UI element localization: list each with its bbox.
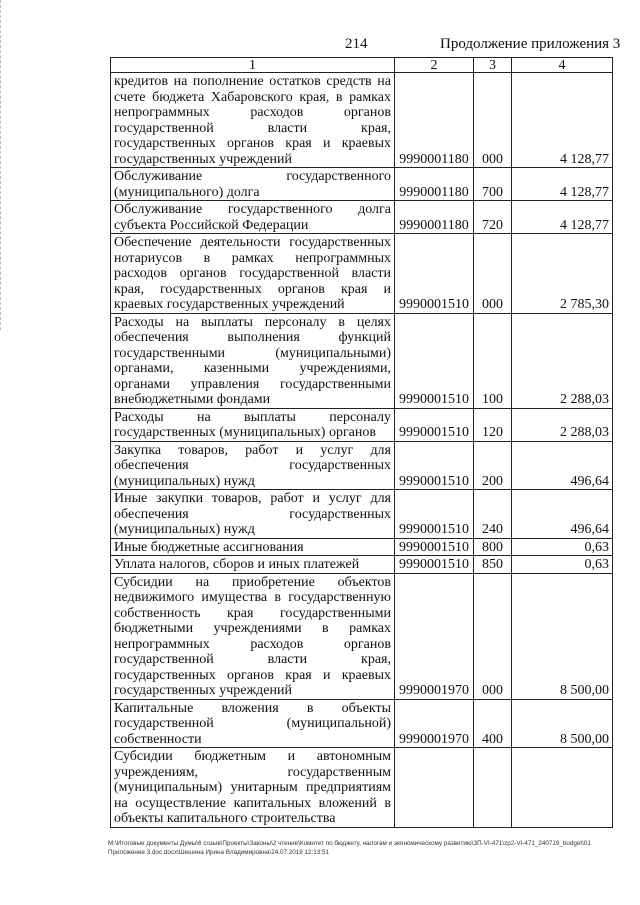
row-expense-type: 720 <box>474 201 512 234</box>
row-expense-type: 800 <box>474 538 512 556</box>
row-target-code: 9990001510 <box>395 441 474 490</box>
row-target-code: 9990001510 <box>395 234 474 314</box>
row-target-code: 9990001510 <box>395 408 474 441</box>
table-row <box>111 556 613 574</box>
row-amount: 0,63 <box>512 538 613 556</box>
row-expense-type: 700 <box>474 168 512 201</box>
row-target-code <box>395 748 474 828</box>
row-description: Закупка товаров, работ и услуг для обеспечения государственных (муниципальных) нужд <box>111 441 395 490</box>
table-row <box>111 699 613 748</box>
row-target-code: 9990001510 <box>395 556 474 574</box>
row-expense-type: 200 <box>474 441 512 490</box>
row-target-code: 9990001970 <box>395 573 474 699</box>
column-header: 4 <box>512 58 613 73</box>
row-amount: 496,64 <box>512 490 613 539</box>
row-target-code: 9990001510 <box>395 313 474 408</box>
row-amount: 8 500,00 <box>512 573 613 699</box>
table-row <box>111 573 613 699</box>
table-row <box>111 313 613 408</box>
table-row <box>111 234 613 314</box>
row-amount: 4 128,77 <box>512 201 613 234</box>
row-description: Уплата налогов, сборов и иных платежей <box>111 556 395 574</box>
row-amount: 2 288,03 <box>512 408 613 441</box>
row-description: Обслуживание государственного долга субъекта Российской Федерации <box>111 201 395 234</box>
row-target-code: 9990001180 <box>395 201 474 234</box>
row-target-code: 9990001970 <box>395 699 474 748</box>
column-header: 3 <box>474 58 512 73</box>
row-description: Субсидии бюджетным и автономным учреждениям, государственным (муниципальным) унитарным предприятиям на осуществление капитальных вложений в объекты капитального строительства <box>111 748 395 828</box>
row-description: Расходы на выплаты персоналу в целях обеспечения выполнения функций государственными (муниципальными) органами, казенными учреждениями, органами управления государственными внебюджетными фондами <box>111 313 395 408</box>
table-row <box>111 201 613 234</box>
row-description: Иные закупки товаров, работ и услуг для обеспечения государственных (муниципальных) нужд <box>111 490 395 539</box>
row-description: Субсидии на приобретение объектов недвижимого имущества в государственную собственность края государственными бюджетными учреждениями в рамках непрограммных расходов органов государственной власти края, государственных органов края и краевых государственных учреждений <box>111 573 395 699</box>
appendix-continuation-label: Продолжение приложения 3 <box>440 36 621 52</box>
margin-mark <box>0 0 2 330</box>
row-expense-type: 850 <box>474 556 512 574</box>
table-row <box>111 538 613 556</box>
row-amount <box>512 748 613 828</box>
row-amount: 2 785,30 <box>512 234 613 314</box>
table-row <box>111 748 613 828</box>
row-target-code: 9990001510 <box>395 490 474 539</box>
table-body <box>111 73 613 828</box>
row-amount: 4 128,77 <box>512 168 613 201</box>
budget-table <box>110 57 613 828</box>
row-expense-type: 400 <box>474 699 512 748</box>
row-amount: 2 288,03 <box>512 313 613 408</box>
row-amount: 496,64 <box>512 441 613 490</box>
page-number: 214 <box>345 36 368 52</box>
row-expense-type: 000 <box>474 234 512 314</box>
row-target-code: 9990001180 <box>395 168 474 201</box>
row-amount: 0,63 <box>512 556 613 574</box>
table-row <box>111 490 613 539</box>
column-header: 1 <box>111 58 395 73</box>
table-row <box>111 441 613 490</box>
table-row <box>111 73 613 168</box>
column-header: 2 <box>395 58 474 73</box>
row-expense-type: 120 <box>474 408 512 441</box>
row-expense-type: 100 <box>474 313 512 408</box>
row-expense-type: 000 <box>474 573 512 699</box>
row-expense-type: 000 <box>474 73 512 168</box>
table-header-row <box>111 58 613 73</box>
row-description: Обслуживание государственного (муниципального) долга <box>111 168 395 201</box>
row-target-code: 9990001510 <box>395 538 474 556</box>
document-footer-path: М:\Итоговые документы Думы\6 созыв\Проекты\Законы\2 чтение\Комитет по бюджету, налогам и экономическому развитию\ЗП-VI-471\zp2-VI-471_240719_budget\01 Приложение 3.doc.docx\Шешина Ирина Владимировна\24.07.2019 12:13:51 <box>108 840 591 856</box>
row-description: Капитальные вложения в объекты государственной (муниципальной) собственности <box>111 699 395 748</box>
row-description: Иные бюджетные ассигнования <box>111 538 395 556</box>
row-description: Расходы на выплаты персоналу государственных (муниципальных) органов <box>111 408 395 441</box>
row-description: кредитов на пополнение остатков средств на счете бюджета Хабаровского края, в рамках непрограммных расходов органов государственной власти края, государственных органов края и краевых государственных учреждений <box>111 73 395 168</box>
row-expense-type: 240 <box>474 490 512 539</box>
row-expense-type <box>474 748 512 828</box>
table-row <box>111 408 613 441</box>
table-row <box>111 168 613 201</box>
row-amount: 8 500,00 <box>512 699 613 748</box>
row-description: Обеспечение деятельности государственных нотариусов в рамках непрограммных расходов органов государственной власти края, государственных органов края и краевых государственных учреждений <box>111 234 395 314</box>
row-amount: 4 128,77 <box>512 73 613 168</box>
row-target-code: 9990001180 <box>395 73 474 168</box>
